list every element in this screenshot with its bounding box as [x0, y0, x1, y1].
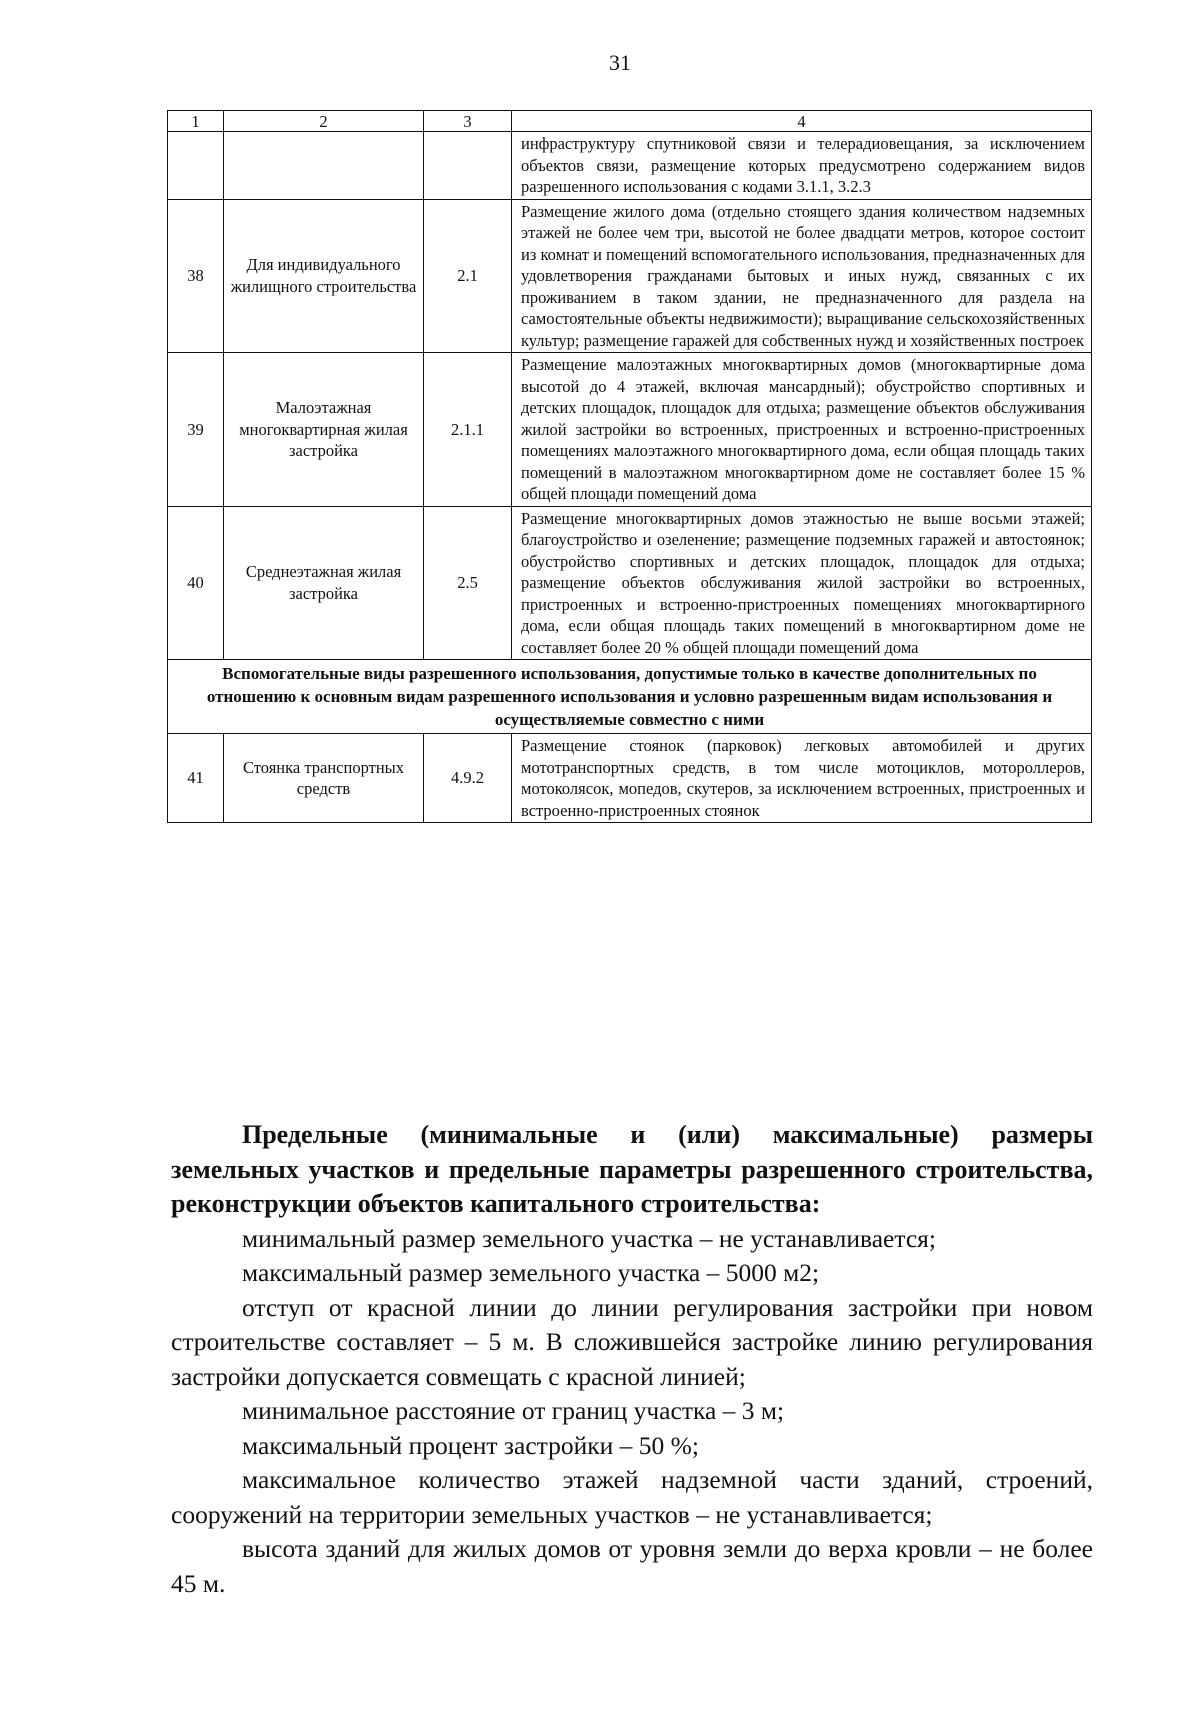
column-header: 2 — [224, 111, 424, 132]
use-type-code: 2.5 — [424, 506, 512, 660]
parameter-item: высота зданий для жилых домов от уровня земли до верха кровли – не более 45 м. — [171, 1534, 1093, 1598]
use-type-code: 2.1.1 — [424, 353, 512, 507]
building-parameters-section — [171, 1118, 1093, 1601]
column-header: 1 — [168, 111, 224, 132]
row-number: 38 — [168, 199, 224, 353]
row-number — [168, 132, 224, 200]
parameter-item: отступ от красной линии до линии регулирования застройки при новом строительстве составляет – 5 м. В сложившейся застройке линию регулирования застройки допускается совмещать с красной линией; — [171, 1292, 1093, 1391]
parameter-item: минимальное расстояние от границ участка – 3 м; — [242, 1396, 785, 1425]
section-heading-row — [168, 660, 1092, 734]
section-heading: Вспомогательные виды разрешенного использования, допустимые только в качестве дополнительных по отношению к основным видам разрешенного использования и условно разрешенным видам использования и осуществляемые совместно с ними — [168, 660, 1092, 734]
page-number: 31 — [609, 50, 631, 75]
parameters-title: Предельные (минимальные и (или) максимальные) размеры земельных участков и предельные параметры разрешенного строительства, реконструкции объектов капитального строительства: — [171, 1120, 1093, 1218]
use-type-name: Среднеэтажная жилая застройка — [224, 506, 424, 660]
parameter-item: максимальный размер земельного участка – 5000 м2; — [242, 1258, 820, 1287]
use-type-code: 4.9.2 — [424, 734, 512, 823]
table-row — [168, 506, 1092, 660]
table-row — [168, 199, 1092, 353]
use-type-description: Размещение стоянок (парковок) легковых автомобилей и других мототранспортных средств, в том числе мотоциклов, мотороллеров, мотоколясок, мопедов, скутеров, за исключением встроенных, пристроенных и встроенно-пристроенных стоянок — [512, 734, 1092, 823]
column-header: 3 — [424, 111, 512, 132]
parameter-item: минимальный размер земельного участка – не устанавливается; — [242, 1223, 936, 1253]
use-type-name: Стоянка транспортных средств — [224, 734, 424, 823]
use-type-name — [224, 132, 424, 200]
table-row — [168, 734, 1092, 823]
use-type-description: Размещение малоэтажных многоквартирных домов (многоквартирные дома высотой до 4 этажей, включая мансардный); обустройство спортивных и детских площадок, площадок для отдыха; размещение объектов обслуживания жилой застройки во встроенных, пристроенных и встроенно-пристроенных помещениях малоэтажного многоквартирного дома, если общая площадь таких помещений в малоэтажном многоквартирном доме не составляет более 15 % общей площади помещений дома — [512, 353, 1092, 507]
use-type-code: 2.1 — [424, 199, 512, 353]
parameter-item: максимальное количество этажей надземной части зданий, строений, сооружений на территории земельных участков – не устанавливается; — [171, 1465, 1093, 1529]
row-number: 39 — [168, 353, 224, 507]
table-row — [168, 132, 1092, 200]
parameter-item: максимальный процент застройки – 50 %; — [242, 1430, 699, 1460]
use-type-description: Размещение жилого дома (отдельно стоящего здания количеством надземных этажей не более чем три, высотой не более двадцати метров, которое состоит из комнат и помещений вспомогательного использования, предназначенных для удовлетворения гражданами бытовых и иных нужд, связанных с их проживанием в таком здании, не предназначенного для раздела на самостоятельные объекты недвижимости); выращивание сельскохозяйственных культур; размещение гаражей для собственных нужд и хозяйственных построек — [512, 199, 1092, 353]
use-type-description: Размещение многоквартирных домов этажностью не выше восьми этажей; благоустройство и озеленение; размещение подземных гаражей и автостоянок; обустройство спортивных и детских площадок, площадок для отдыха; размещение объектов обслуживания жилой застройки во встроенных, пристроенных и встроенно-пристроенных помещениях многоквартирного дома, если общая площадь таких помещений в многоквартирном доме не составляет более 20 % общей площади помещений дома — [512, 506, 1092, 660]
row-number: 41 — [168, 734, 224, 823]
use-type-name: Для индивидуального жилищного строительства — [224, 199, 424, 353]
use-type-description: инфраструктуру спутниковой связи и телерадиовещания, за исключением объектов связи, размещение которых предусмотрено содержанием видов разрешенного использования с кодами 3.1.1, 3.2.3 — [512, 132, 1092, 200]
use-type-name: Малоэтажная многоквартирная жилая застройка — [224, 353, 424, 507]
table-row — [168, 353, 1092, 507]
column-header: 4 — [512, 111, 1092, 132]
row-number: 40 — [168, 506, 224, 660]
use-type-code — [424, 132, 512, 200]
land-use-table — [167, 110, 1092, 823]
table-header-row — [168, 111, 1092, 132]
